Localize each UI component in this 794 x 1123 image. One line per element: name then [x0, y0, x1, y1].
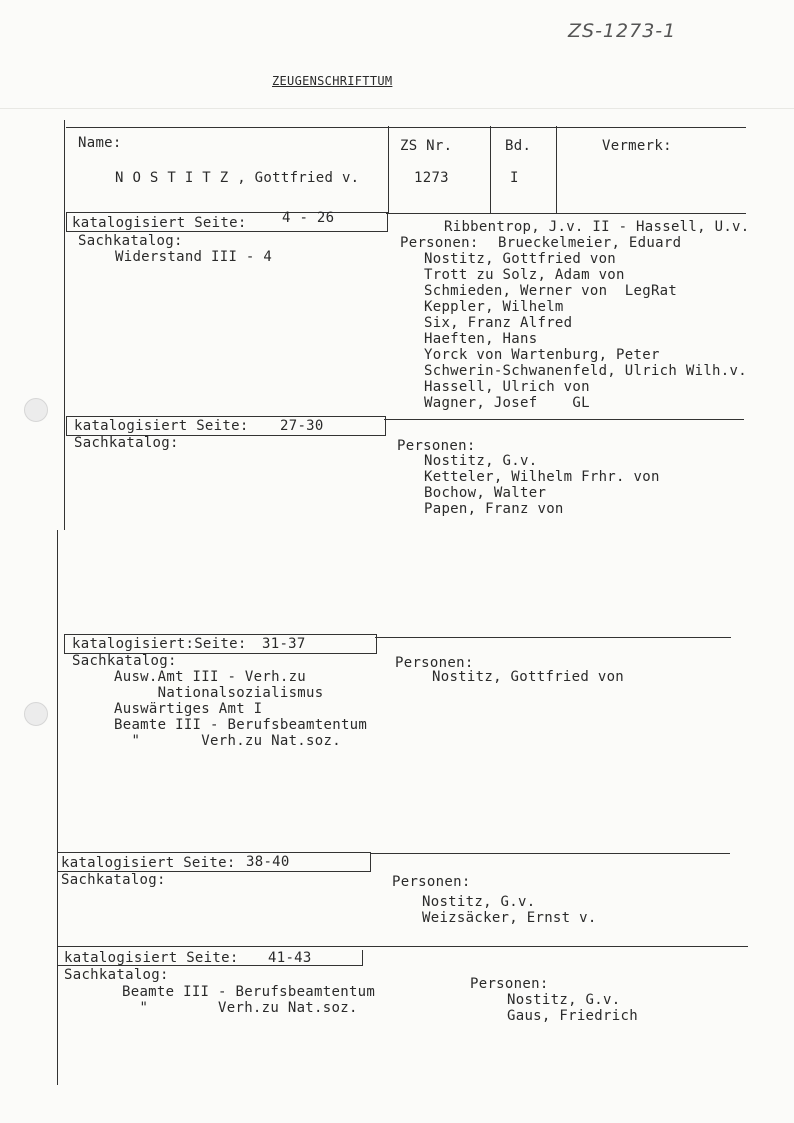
section-2-pages: 27-30 — [280, 418, 324, 434]
section-5-person-0: Nostitz, G.v. — [507, 992, 621, 1008]
section-1-person-4: Keppler, Wilhelm — [424, 299, 564, 315]
section-4-pages: 38-40 — [246, 854, 290, 870]
section-2-person-1: Ketteler, Wilhelm Frhr. von — [424, 469, 660, 485]
section-1-person-10: Wagner, Josef GL — [424, 395, 590, 411]
header-top-rule — [66, 127, 746, 128]
section-1-person-0: Brueckelmeier, Eduard — [498, 235, 682, 251]
section-3-sach-3: Beamte III - Berufsbeamtentum — [114, 717, 368, 733]
section-1-person-3: Schmieden, Werner von LegRat — [424, 283, 678, 299]
zs-value: 1273 — [414, 170, 449, 186]
section-1-personen-label: Personen: — [400, 235, 479, 251]
section-2-sachkatalog-label: Sachkatalog: — [74, 435, 179, 451]
section-5-katalog-label: katalogisiert Seite: — [64, 950, 239, 966]
page-fold-line — [0, 108, 794, 109]
section-3-sach-0: Ausw.Amt III - Verh.zu — [114, 669, 307, 685]
name-value: N O S T I T Z , Gottfried v. — [115, 170, 360, 186]
section-5-pages: 41-43 — [268, 950, 312, 966]
section-3-sach-2: Auswärtiges Amt I — [114, 701, 263, 717]
section-4-top-rule — [58, 852, 370, 853]
section-3-katalog-label: katalogisiert:Seite: — [72, 636, 247, 652]
section-1-person-5: Six, Franz Alfred — [424, 315, 573, 331]
section-5-personen-label: Personen: — [470, 976, 549, 992]
document-title: ZEUGENSCHRIFTTUM — [272, 74, 393, 88]
section-4-box-right — [370, 852, 371, 872]
name-label: Name: — [78, 135, 122, 151]
section-1-person-2: Trott zu Solz, Adam von — [424, 267, 625, 283]
vermerk-label: Vermerk: — [602, 138, 672, 154]
section-3-sach-4: " Verh.zu Nat.soz. — [114, 733, 341, 749]
section-3-rule — [375, 637, 731, 638]
left-margin-line-lower — [57, 530, 58, 1085]
handwritten-reference: ZS-1273-1 — [568, 20, 677, 42]
section-4-personen-label: Personen: — [392, 874, 471, 890]
section-4-rule — [370, 853, 730, 854]
section-1-person-7: Yorck von Wartenburg, Peter — [424, 347, 660, 363]
section-1-personen-top: Ribbentrop, J.v. II - Hassell, U.v. — [444, 219, 750, 235]
section-1-pages: 4 - 26 — [282, 210, 335, 226]
section-5-person-1: Gaus, Friedrich — [507, 1008, 638, 1024]
header-divider-name — [388, 126, 389, 214]
section-1-person-8: Schwerin-Schwanenfeld, Ulrich Wilh.v. — [424, 363, 747, 379]
section-5-top-rule — [58, 946, 748, 947]
section-5-sach-1: " Verh.zu Nat.soz. — [122, 1000, 358, 1016]
section-3-person-0: Nostitz, Gottfried von — [432, 669, 625, 685]
bd-value: I — [510, 170, 519, 186]
section-2-person-3: Papen, Franz von — [424, 501, 564, 517]
section-1-rule — [386, 213, 746, 214]
section-3-personen-label: Personen: — [395, 655, 474, 671]
section-4-katalog-label: katalogisiert Seite: — [61, 855, 236, 871]
section-2-person-0: Nostitz, G.v. — [424, 453, 538, 469]
section-3-sachkatalog-label: Sachkatalog: — [72, 653, 177, 669]
section-4-sachkatalog-label: Sachkatalog: — [61, 872, 166, 888]
section-1-person-6: Haeften, Hans — [424, 331, 538, 347]
header-divider-bd — [556, 126, 557, 214]
section-2-rule — [384, 419, 744, 420]
left-margin-line — [64, 120, 65, 530]
punch-hole-top — [24, 398, 48, 422]
section-1-sachkatalog-label: Sachkatalog: — [78, 233, 183, 249]
section-1-person-9: Hassell, Ulrich von — [424, 379, 590, 395]
section-4-person-0: Nostitz, G.v. — [422, 894, 536, 910]
section-3-sach-1: Nationalsozialismus — [114, 685, 324, 701]
section-2-katalog-label: katalogisiert Seite: — [74, 418, 249, 434]
section-1-person-1: Nostitz, Gottfried von — [424, 251, 617, 267]
section-1-sach-0: Widerstand III - 4 — [115, 249, 273, 265]
section-2-personen-label: Personen: — [397, 438, 476, 454]
section-2-person-2: Bochow, Walter — [424, 485, 547, 501]
bd-label: Bd. — [505, 138, 532, 154]
section-4-person-1: Weizsäcker, Ernst v. — [422, 910, 597, 926]
punch-hole-bottom — [24, 702, 48, 726]
section-5-sachkatalog-label: Sachkatalog: — [64, 967, 169, 983]
section-5-box-right — [362, 950, 363, 966]
zs-label: ZS Nr. — [400, 138, 453, 154]
section-5-sach-0: Beamte III - Berufsbeamtentum — [122, 984, 376, 1000]
section-1-katalog-label: katalogisiert Seite: — [72, 215, 247, 231]
section-3-pages: 31-37 — [262, 636, 306, 652]
header-divider-zs — [490, 126, 491, 214]
